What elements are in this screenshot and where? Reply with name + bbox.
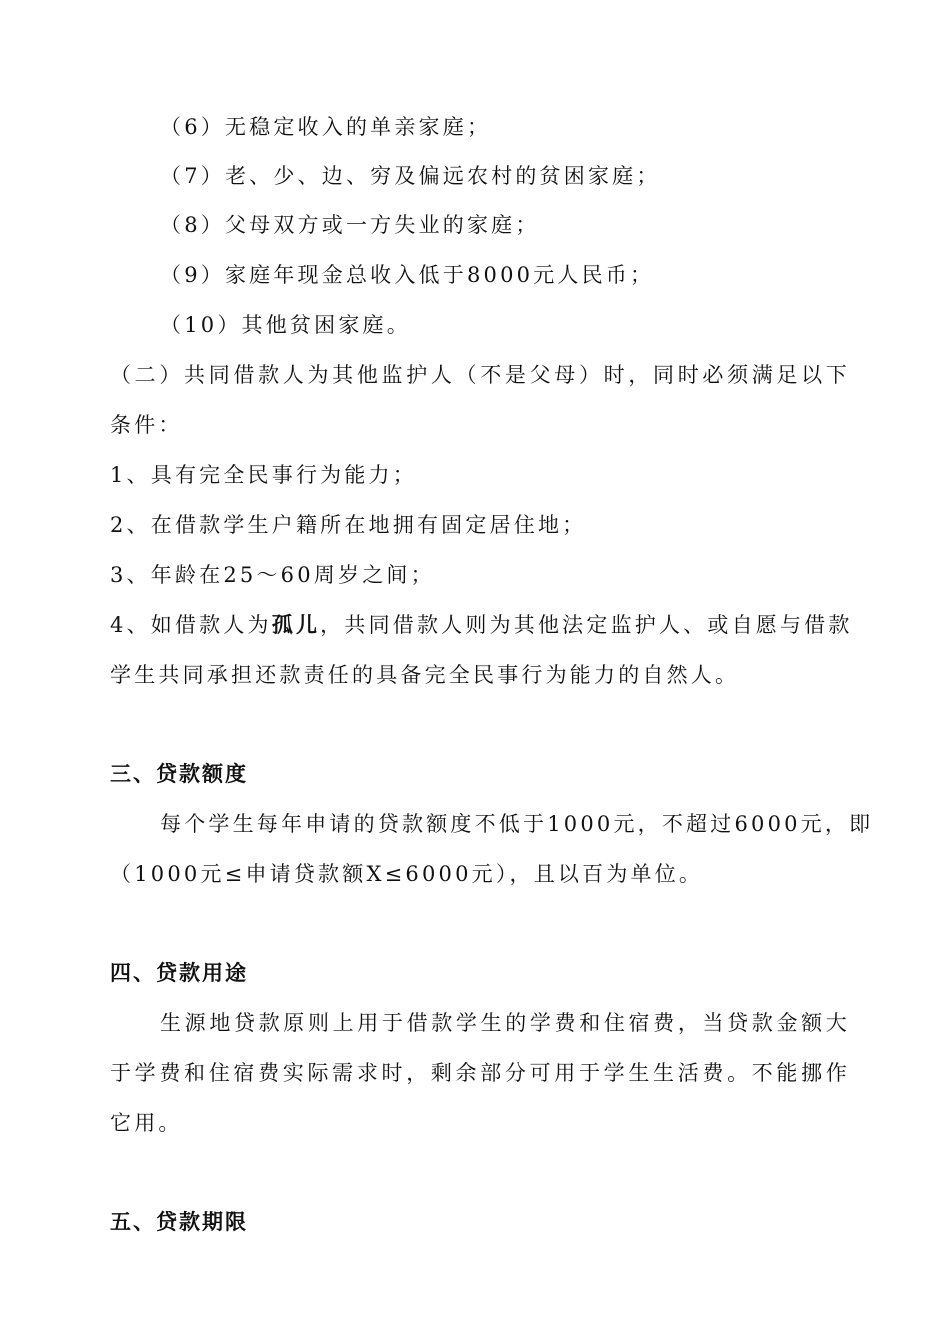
paragraph-line: （1000元≤申请贷款额X≤6000元），且以百为单位。 bbox=[110, 862, 704, 886]
list-item: （8）父母双方或一方失业的家庭； bbox=[160, 213, 540, 237]
section-heading-loan-term: 五、贷款期限 bbox=[110, 1210, 248, 1234]
paragraph-line: 生源地贷款原则上用于借款学生的学费和住宿费，当贷款金额大 bbox=[160, 1011, 850, 1035]
condition-item-4-line-1 bbox=[110, 610, 853, 640]
condition-item-4-emphasis: 孤儿 bbox=[271, 613, 321, 637]
subsection-heading-2-line-2: 条件： bbox=[110, 413, 183, 437]
list-item: （6）无稳定收入的单亲家庭； bbox=[160, 115, 492, 139]
condition-item-4-prefix: 4、如借款人为 bbox=[110, 613, 272, 637]
list-item: （9）家庭年现金总收入低于8000元人民币； bbox=[160, 263, 655, 287]
section-heading-loan-amount: 三、贷款额度 bbox=[110, 762, 248, 786]
condition-item-1: 1、具有完全民事行为能力； bbox=[110, 463, 417, 487]
paragraph-line: 每个学生每年申请的贷款额度不低于1000元，不超过6000元，即 bbox=[160, 812, 874, 836]
list-item: （10）其他贫困家庭。 bbox=[160, 313, 411, 337]
paragraph-line: 于学费和住宿费实际需求时，剩余部分可用于学生生活费。不能挪作 bbox=[110, 1061, 850, 1085]
section-heading-loan-usage: 四、贷款用途 bbox=[110, 961, 248, 985]
paragraph-line: 它用。 bbox=[110, 1111, 183, 1135]
condition-item-3: 3、年龄在25～60周岁之间； bbox=[110, 563, 435, 587]
condition-item-4-suffix: ，共同借款人则为其他法定监护人、或自愿与借款 bbox=[320, 613, 853, 637]
condition-item-2: 2、在借款学生户籍所在地拥有固定居住地； bbox=[110, 513, 587, 537]
list-item: （7）老、少、边、穷及偏远农村的贫困家庭； bbox=[160, 164, 661, 188]
subsection-heading-2-line-1: （二）共同借款人为其他监护人（不是父母）时，同时必须满足以下 bbox=[110, 363, 850, 387]
condition-item-4-line-2: 学生共同承担还款责任的具备完全民事行为能力的自然人。 bbox=[110, 663, 740, 687]
